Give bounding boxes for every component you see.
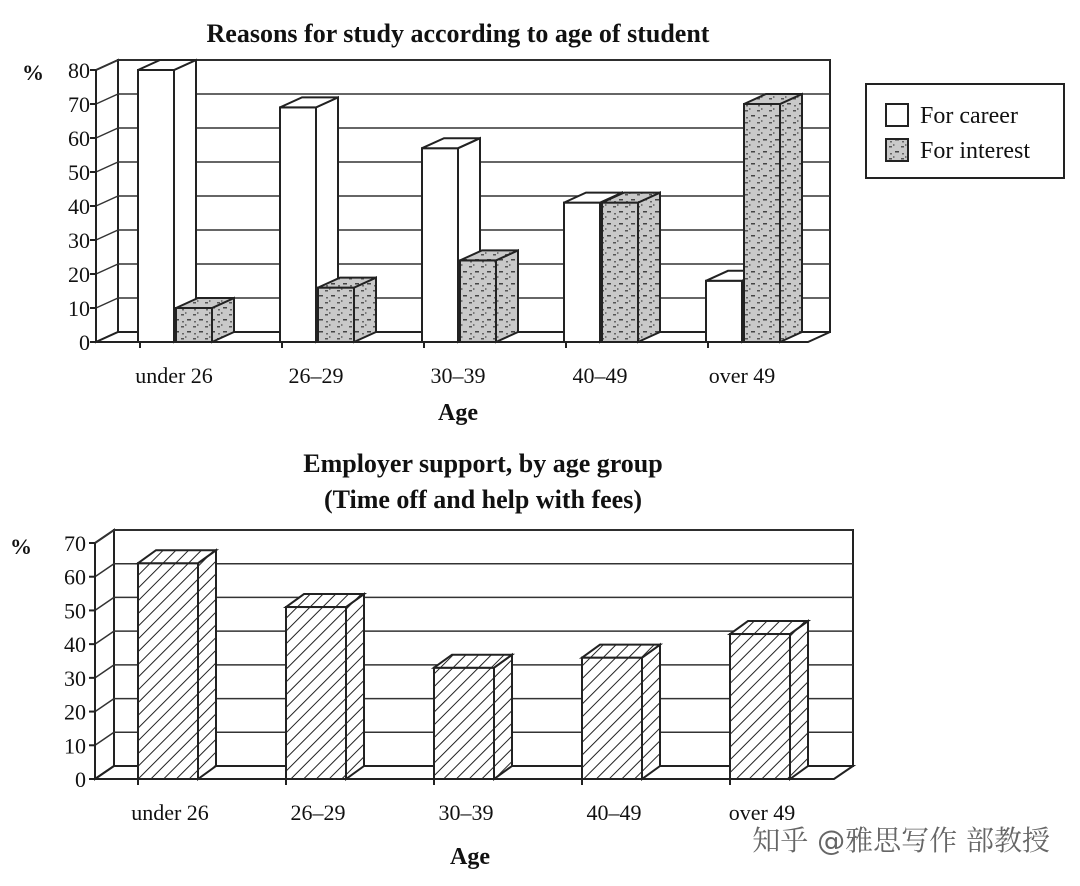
bar-over-49-s1 [744, 94, 802, 342]
y-tick-label: 60 [68, 126, 90, 151]
bar-under-26-s1-front [176, 308, 212, 342]
bar-over-49-s0-front [706, 281, 742, 342]
bar-30–39-s0-front [422, 148, 458, 342]
bar-under-26-s0-front [138, 563, 198, 779]
bar-26–29-s1 [318, 278, 376, 342]
bar-26–29-s1-side [354, 278, 376, 342]
bar-40–49-s1-side [638, 193, 660, 342]
bar-30–39-s0-front [434, 668, 494, 779]
bar-under-26-s0-front [138, 70, 174, 342]
bar-40–49-s0 [582, 645, 660, 779]
bar-under-26-s0 [138, 60, 196, 342]
y-tick-label: 40 [68, 194, 90, 219]
bar-40–49-s0-side [642, 645, 660, 779]
bar-40–49-s0-front [582, 658, 642, 779]
legend-label-interest: For interest [920, 138, 1030, 164]
y-tick-label: 50 [64, 598, 86, 624]
bar-under-26-s0 [138, 550, 216, 779]
legend-swatch-career [886, 104, 908, 126]
side-wall [95, 530, 114, 779]
chart1-x-axis-title: Age [438, 400, 478, 426]
x-tick-label: over 49 [708, 363, 776, 388]
bar-40–49-s1 [602, 193, 660, 342]
y-tick-label: 30 [64, 665, 86, 691]
chart2-y-ticks [64, 531, 95, 792]
x-tick-label: 30–39 [438, 800, 494, 825]
x-tick-label: 40–49 [572, 363, 628, 388]
y-tick-label: 70 [68, 92, 90, 117]
y-tick-label: 10 [64, 733, 86, 759]
bar-under-26-s0-side [198, 550, 216, 779]
legend-swatch-interest [886, 139, 908, 161]
chart1-y-ticks [68, 58, 96, 355]
y-tick-label: 30 [68, 228, 90, 253]
y-tick-label: 0 [79, 330, 90, 355]
x-tick-label: 26–29 [288, 363, 344, 388]
y-tick-label: 70 [64, 531, 86, 556]
chart2-title-line1: Employer support, by age group [303, 449, 663, 478]
bar-40–49-s1-front [602, 203, 638, 342]
y-tick-label: 20 [64, 699, 86, 725]
x-tick-label: under 26 [135, 363, 213, 388]
bar-over-49-s0-side [790, 621, 808, 779]
chart1-legend [866, 84, 1064, 178]
bar-30–39-s1-side [496, 250, 518, 342]
chart2-title-line2: (Time off and help with fees) [323, 485, 643, 514]
x-tick-label: 40–49 [586, 800, 642, 825]
watermark-text: 知乎 @雅思写作 部教授 [752, 824, 1050, 857]
bar-over-49-s1-side [780, 94, 802, 342]
bar-40–49-s0-front [564, 203, 600, 342]
bar-26–29-s0-side [346, 594, 364, 779]
y-tick-label: 50 [68, 160, 90, 185]
bar-over-49-s0 [730, 621, 808, 779]
y-tick-label: 0 [75, 767, 86, 792]
bar-30–39-s1-front [460, 260, 496, 342]
bar-30–39-s0-side [494, 655, 512, 779]
chart1-y-unit: % [22, 60, 44, 85]
bar-30–39-s0 [434, 655, 512, 779]
bar-26–29-s1-front [318, 288, 354, 342]
x-tick-label: under 26 [131, 800, 209, 825]
x-tick-label: 26–29 [290, 800, 346, 825]
chart2-x-ticks [131, 779, 795, 825]
chart2-y-unit: % [10, 534, 32, 559]
bar-under-26-s1 [176, 298, 234, 342]
x-tick-label: 30–39 [430, 363, 486, 388]
bar-30–39-s1 [460, 250, 518, 342]
bar-26–29-s0-front [286, 607, 346, 779]
chart1-title: Reasons for study according to age of student [206, 19, 710, 48]
y-tick-label: 60 [64, 564, 86, 590]
chart2-x-axis-title: Age [450, 844, 490, 870]
bar-26–29-s0 [286, 594, 364, 779]
x-tick-label: over 49 [728, 800, 796, 825]
y-tick-label: 80 [68, 58, 90, 83]
legend-label-career: For career [920, 103, 1018, 129]
chart1-x-ticks [135, 342, 775, 388]
y-tick-label: 20 [68, 262, 90, 287]
bar-over-49-s0-front [730, 634, 790, 779]
y-tick-label: 40 [64, 632, 86, 658]
y-tick-label: 10 [68, 296, 90, 321]
bar-26–29-s0-front [280, 107, 316, 342]
bar-over-49-s1-front [744, 104, 780, 342]
